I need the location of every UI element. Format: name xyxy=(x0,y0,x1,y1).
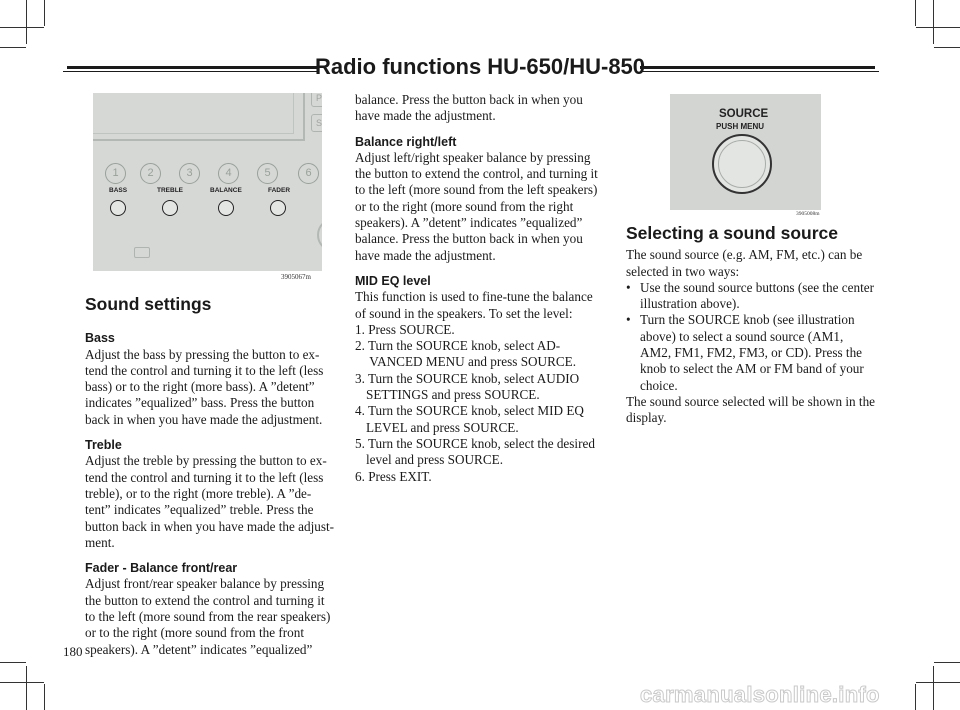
crop-mark xyxy=(0,47,26,48)
preset-button-6: 6 xyxy=(298,163,319,184)
text-line: the button to extend the control, and turning it xyxy=(355,166,598,182)
step-item: 2. Turn the SOURCE knob, select AD- VANCED MENU and press SOURCE. xyxy=(355,338,577,370)
mid-eq-paragraph xyxy=(355,289,610,322)
subheading-mid-eq: MID EQ level xyxy=(355,273,431,288)
text-line: of sound in the speakers. To set the level: xyxy=(355,305,573,321)
text-line: speakers). A ”detent” indicates ”equalized” xyxy=(355,215,583,231)
subheading-balance: Balance right/left xyxy=(355,134,457,149)
text-line: to the left (more sound from the left speakers) xyxy=(355,182,598,198)
text-line: balance. Press the button back in when you xyxy=(355,92,583,107)
display-window-inner xyxy=(93,93,294,134)
crop-mark xyxy=(0,662,26,663)
text-line: tend the control and turning it to the left (less xyxy=(85,469,324,485)
preset-button-3: 3 xyxy=(179,163,200,184)
push-menu-label: PUSH MENU xyxy=(716,122,765,131)
page-number: 180 xyxy=(63,644,83,659)
large-knob-edge xyxy=(317,218,322,252)
bass-knob xyxy=(110,200,126,216)
crop-mark xyxy=(934,47,960,48)
text-line: indicates ”equalized” bass. Press the button xyxy=(85,395,315,411)
text-line: bass) or to the right (more bass). A ”detent” xyxy=(85,379,315,395)
text-line: Adjust the treble by pressing the button to ex- xyxy=(85,453,327,469)
crop-mark xyxy=(26,0,27,44)
bullet-text: Use the sound source buttons (see the center illustration above). xyxy=(640,279,875,312)
text-line: button back in when you have made the adjust- xyxy=(85,518,335,534)
crop-mark xyxy=(915,684,916,710)
text-line: or to the right (more sound from the right xyxy=(355,198,574,214)
bass-label: BASS xyxy=(109,187,128,194)
preset-button-2: 2 xyxy=(140,163,161,184)
edge-button-top: P xyxy=(311,93,322,107)
bullet-text: Turn the SOURCE knob (see illustration above) to select a sound source (AM1, AM2, FM1, FM2, FM3, or CD). Press the knob to select the AM or FM band of your choice. xyxy=(640,312,864,393)
crop-mark xyxy=(44,0,45,26)
bullet-item xyxy=(626,312,875,393)
text-line: to the left (more sound from the rear speakers) xyxy=(85,609,331,625)
source-intro xyxy=(626,247,886,280)
preset-button-4: 4 xyxy=(218,163,239,184)
section-heading: Sound settings xyxy=(85,294,212,314)
column-3 xyxy=(626,225,886,427)
crop-mark xyxy=(916,682,960,683)
figure-caption: 3905067m xyxy=(281,273,311,281)
text-line: ment. xyxy=(85,534,115,550)
text-line: display. xyxy=(626,410,667,426)
balance-paragraph xyxy=(355,150,610,264)
crop-mark xyxy=(0,27,44,28)
crop-mark xyxy=(933,666,934,710)
watermark: carmanualsonline.info xyxy=(640,682,880,707)
preset-button-5: 5 xyxy=(257,163,278,184)
small-slot xyxy=(134,247,150,258)
source-knob-inner xyxy=(718,140,766,188)
crop-mark xyxy=(916,27,960,28)
source-label: SOURCE xyxy=(719,108,769,120)
text-line: Adjust left/right speaker balance by pressing xyxy=(355,149,591,165)
treble-knob xyxy=(162,200,178,216)
section-heading: Selecting a sound source xyxy=(626,223,838,243)
edge-button-bottom: S xyxy=(311,114,322,132)
balance-knob xyxy=(218,200,234,216)
crop-mark xyxy=(44,684,45,710)
bullet-item xyxy=(626,280,875,313)
text-line: The sound source (e.g. AM, FM, etc.) can be xyxy=(626,247,863,263)
text-line: The sound source selected will be shown in the xyxy=(626,393,876,409)
mid-eq-steps xyxy=(355,322,610,485)
text-line: Adjust front/rear speaker balance by pressing xyxy=(85,576,325,592)
figure-caption: 3905008m xyxy=(796,211,820,217)
treble-label: TREBLE xyxy=(157,187,183,194)
preset-button-1: 1 xyxy=(105,163,126,184)
text-line: tent” indicates ”equalized” treble. Press the xyxy=(85,502,314,518)
text-line: back in when you have made the adjustment. xyxy=(85,411,323,427)
bullet-dot: • xyxy=(626,279,631,295)
step-item: 3. Turn the SOURCE knob, select AUDIO SETTINGS and press SOURCE. xyxy=(355,370,580,403)
treble-paragraph xyxy=(85,453,340,551)
text-line: speakers). A ”detent” indicates ”equalized” xyxy=(85,641,313,657)
crop-mark xyxy=(0,682,44,683)
text-line: have made the adjustment. xyxy=(355,108,496,124)
text-line: the button to extend the control and turning it xyxy=(85,592,325,608)
bass-paragraph xyxy=(85,347,340,428)
source-outro xyxy=(626,394,886,427)
step-item: 1. Press SOURCE. xyxy=(355,321,455,337)
fader-paragraph xyxy=(85,576,340,657)
text-line: tend the control and turning it to the left (less xyxy=(85,362,324,378)
column-1 xyxy=(85,296,340,658)
fader-label: FADER xyxy=(268,187,291,194)
text-line: or to the right (more sound from the front xyxy=(85,625,305,641)
fader-knob xyxy=(270,200,286,216)
subheading-fader: Fader - Balance front/rear xyxy=(85,561,238,576)
crop-mark xyxy=(26,666,27,710)
step-item: 6. Press EXIT. xyxy=(355,468,432,484)
step-item: 4. Turn the SOURCE knob, select MID EQ LEVEL and press SOURCE. xyxy=(355,403,584,435)
text-line: balance. Press the button back in when you xyxy=(355,231,583,247)
crop-mark xyxy=(934,662,960,663)
text-line: Adjust the bass by pressing the button to ex- xyxy=(85,346,320,362)
crop-mark xyxy=(933,0,934,44)
step-item: 5. Turn the SOURCE knob, select the desired level and press SOURCE. xyxy=(355,435,595,468)
page-title: Radio functions HU-650/HU-850 xyxy=(314,54,646,79)
column-2 xyxy=(355,92,610,485)
text-line: treble), or to the right (more treble). A ”de- xyxy=(85,485,312,501)
subheading-bass: Bass xyxy=(85,331,115,346)
controls-panel-illustration xyxy=(93,93,322,271)
subheading-treble: Treble xyxy=(85,438,122,453)
balance-label: BALANCE xyxy=(210,187,242,194)
source-bullets xyxy=(626,280,886,394)
text-line: This function is used to fine-tune the balance xyxy=(355,289,593,305)
text-line: selected in two ways: xyxy=(626,263,740,279)
text-line: have made the adjustment. xyxy=(355,247,496,263)
source-knob-illustration xyxy=(670,94,821,210)
bullet-dot: • xyxy=(626,312,631,328)
balance-continued xyxy=(355,92,610,125)
crop-mark xyxy=(915,0,916,26)
